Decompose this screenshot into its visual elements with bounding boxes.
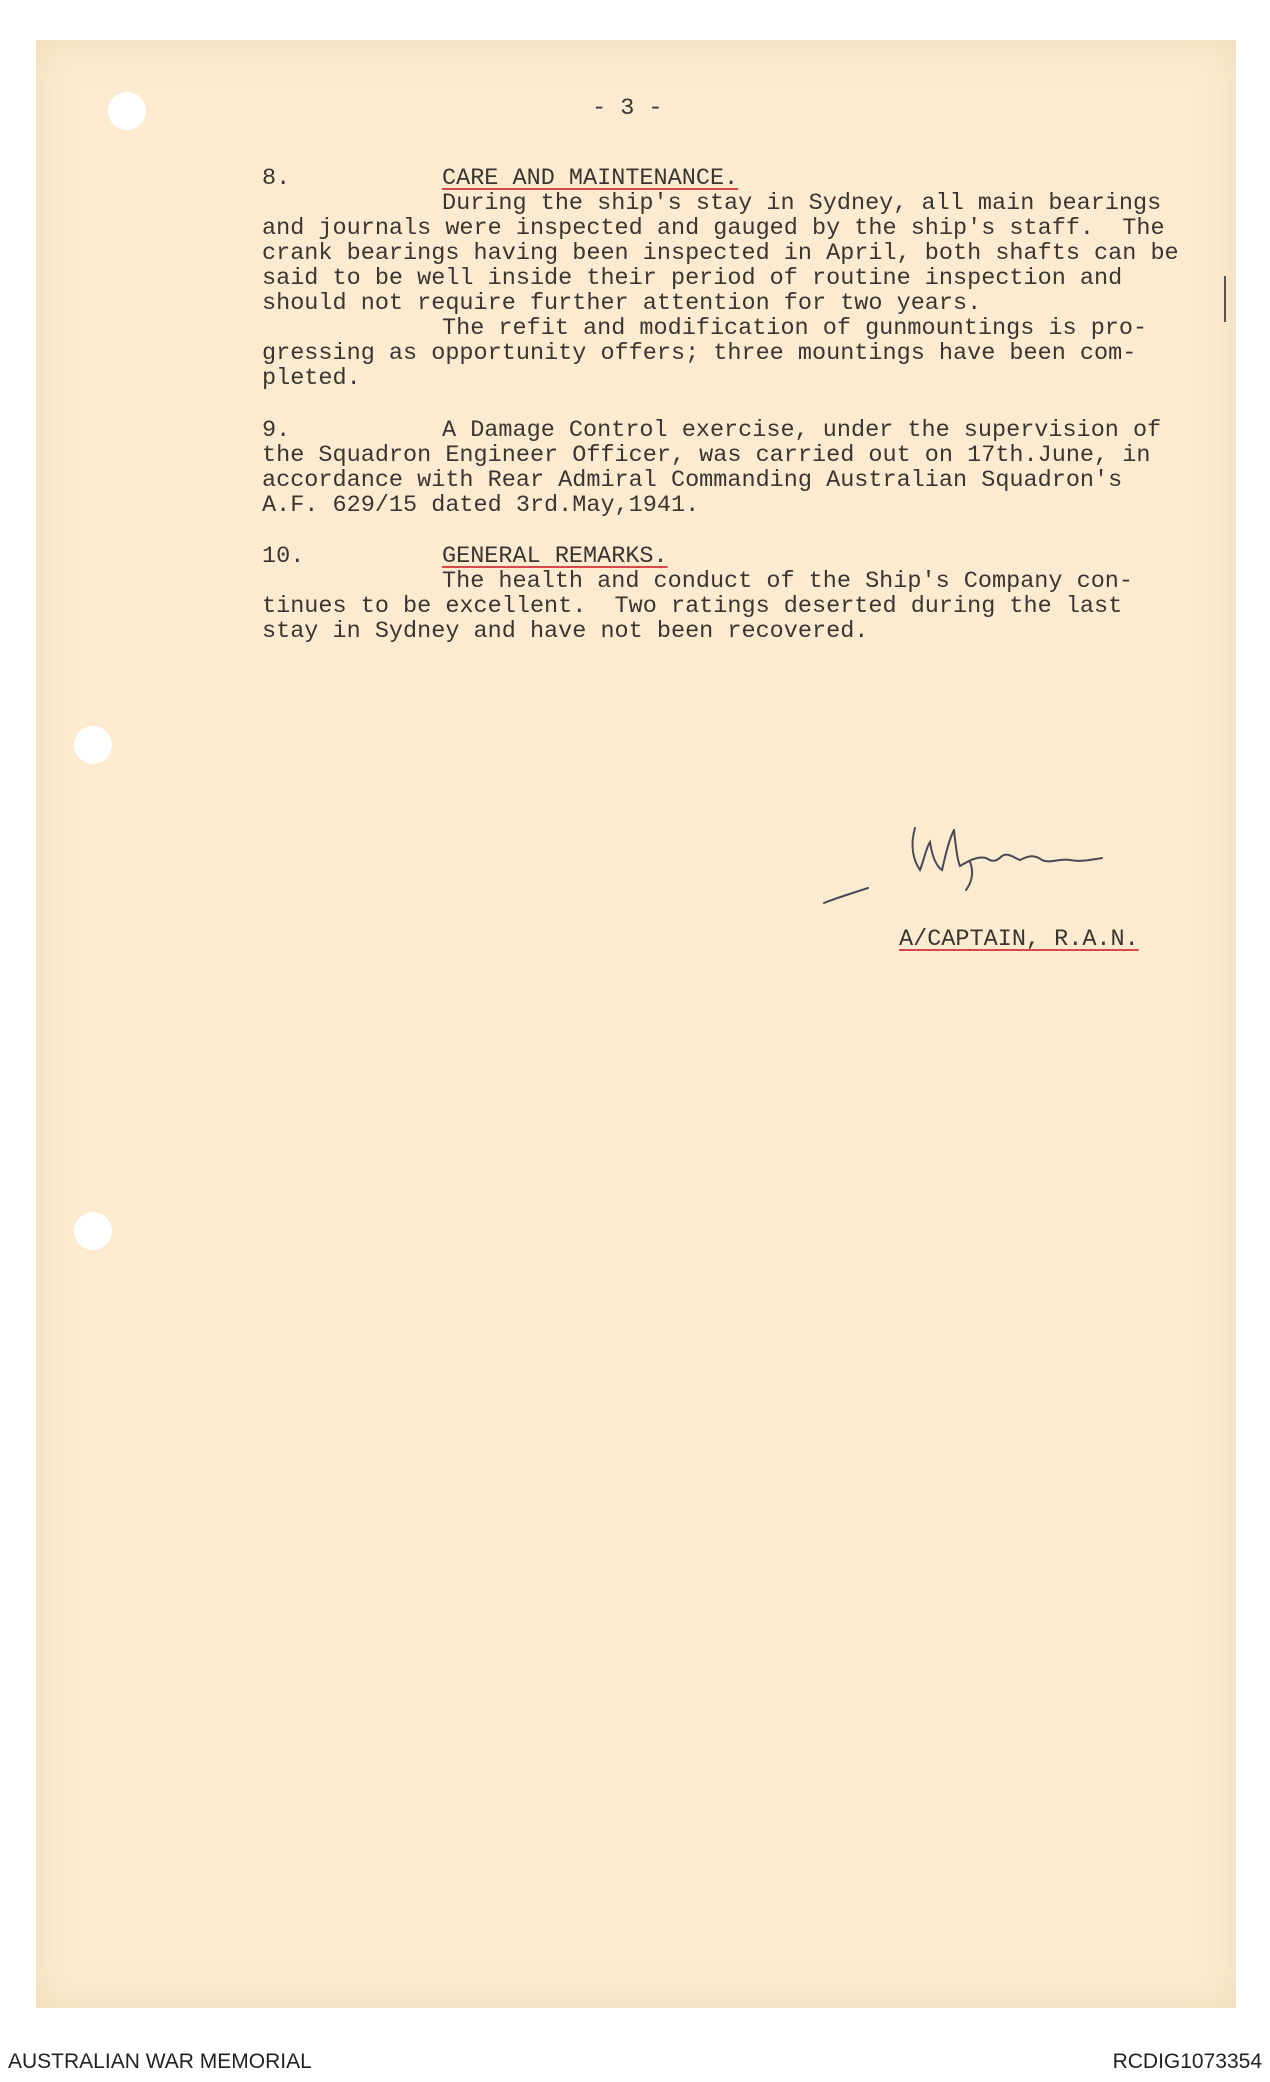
section-number: 10. <box>262 543 305 570</box>
text-line: crank bearings having been inspected in April, both shafts can be <box>262 240 1179 267</box>
section-8 <box>262 166 1222 396</box>
text-line: accordance with Rear Admiral Commanding Australian Squadron's <box>262 467 1123 494</box>
text-line: gressing as opportunity offers; three mountings have been com- <box>262 340 1137 367</box>
text-line: pleted. <box>262 365 361 392</box>
punch-hole-middle <box>74 726 112 764</box>
section-heading: CARE AND MAINTENANCE. <box>442 165 739 192</box>
handwritten-signature <box>820 800 1120 910</box>
text-line: tinues to be excellent. Two ratings deserted during the last <box>262 593 1123 620</box>
page-number: - 3 - <box>592 95 663 122</box>
signature-title: A/CAPTAIN, R.A.N. <box>899 926 1139 953</box>
section-10 <box>262 544 1222 654</box>
text-line: and journals were inspected and gauged by the ship's staff. The <box>262 215 1165 242</box>
punch-hole-bottom <box>74 1212 112 1250</box>
margin-mark <box>1224 276 1226 322</box>
text-line: the Squadron Engineer Officer, was carried out on 17th.June, in <box>262 442 1151 469</box>
text-line: stay in Sydney and have not been recovered. <box>262 618 869 645</box>
text-line: The refit and modification of gunmountings is pro- <box>442 315 1148 342</box>
section-number: 9. <box>262 417 291 444</box>
text-line: The health and conduct of the Ship's Company con- <box>442 568 1134 595</box>
punch-hole-top <box>108 92 146 130</box>
text-line: A.F. 629/15 dated 3rd.May,1941. <box>262 492 700 519</box>
section-heading: GENERAL REMARKS. <box>442 543 668 570</box>
text-line: said to be well inside their period of routine inspection and <box>262 265 1123 292</box>
footer-right: RCDIG1073354 <box>1112 2050 1262 2073</box>
text-line: During the ship's stay in Sydney, all main bearings <box>442 190 1162 217</box>
text-line: should not require further attention for two years. <box>262 290 982 317</box>
text-line: A Damage Control exercise, under the supervision of <box>442 417 1162 444</box>
footer-left: AUSTRALIAN WAR MEMORIAL <box>8 2050 312 2073</box>
section-9 <box>262 418 1222 528</box>
section-number: 8. <box>262 165 291 192</box>
